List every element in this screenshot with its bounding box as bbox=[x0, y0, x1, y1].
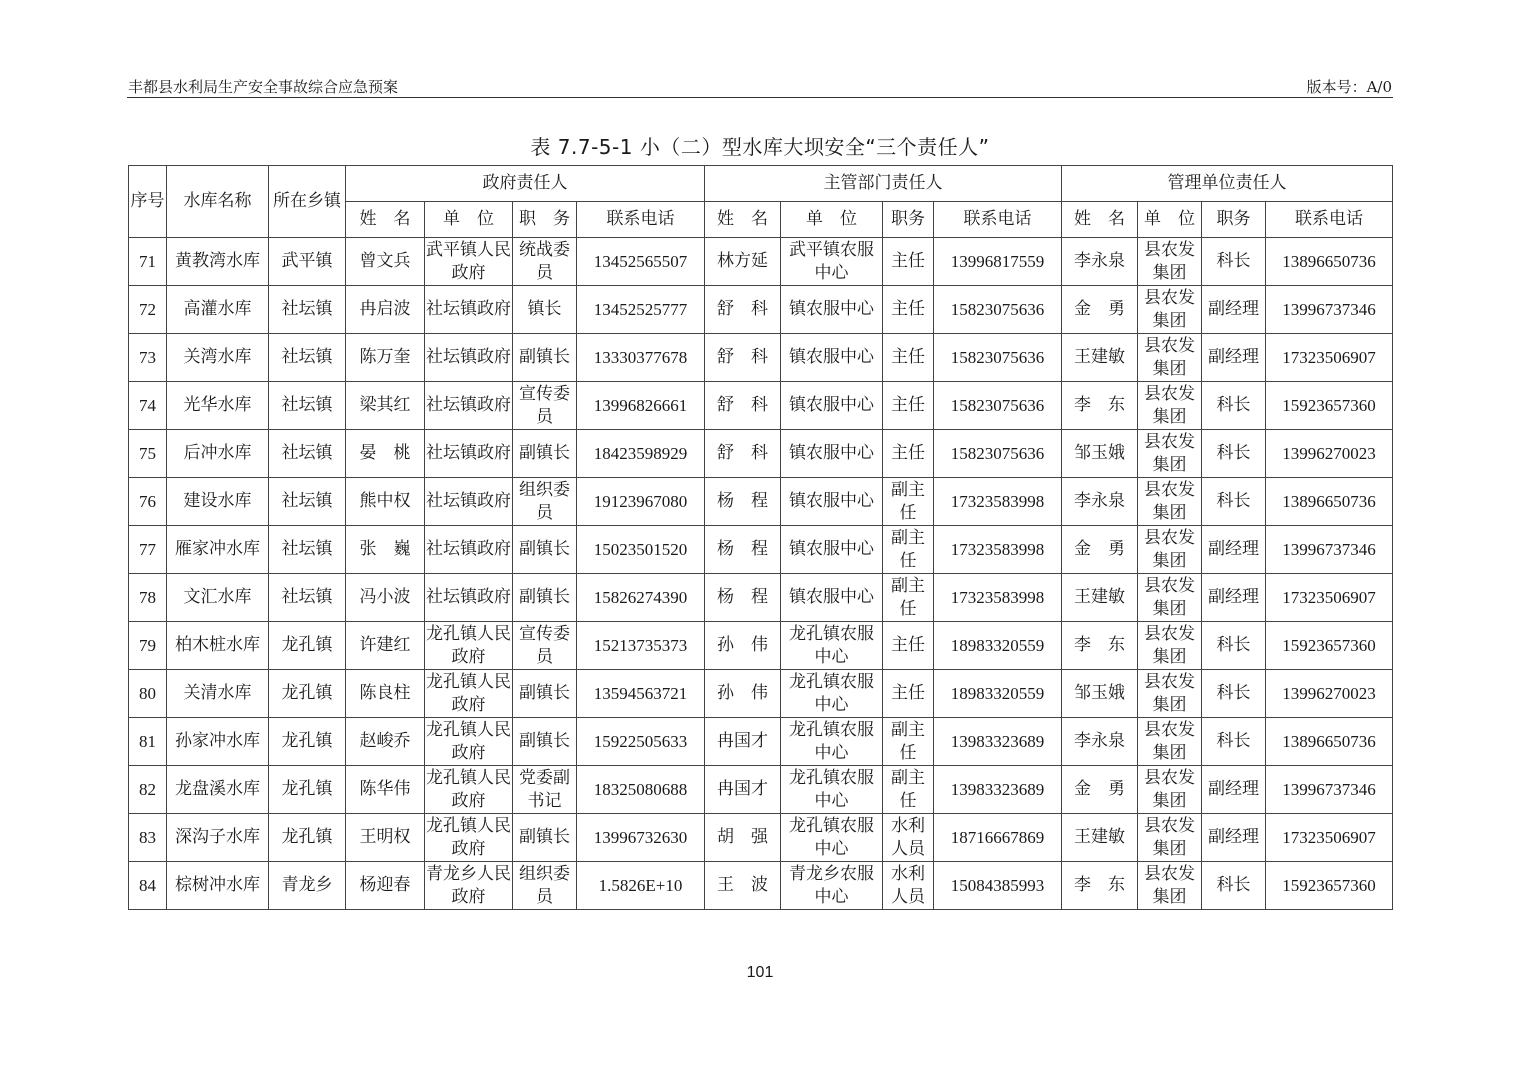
cell-dept-unit: 镇农服中心 bbox=[781, 334, 883, 382]
cell-dept-name: 冉国才 bbox=[705, 766, 781, 814]
cell-gov-name: 许建红 bbox=[346, 622, 425, 670]
cell-dept-name: 舒 科 bbox=[705, 286, 781, 334]
cell-no: 84 bbox=[129, 862, 167, 910]
cell-reservoir: 建设水库 bbox=[167, 478, 269, 526]
table-row bbox=[129, 334, 1393, 382]
cell-gov-phone: 13330377678 bbox=[577, 334, 705, 382]
cell-gov-unit: 社坛镇政府 bbox=[425, 526, 513, 574]
cell-gov-phone: 15213735373 bbox=[577, 622, 705, 670]
header-seq: 序号 bbox=[129, 166, 167, 238]
cell-town: 龙孔镇 bbox=[269, 622, 346, 670]
header-gov-group: 政府责任人 bbox=[346, 166, 705, 202]
cell-mgmt-position: 副经理 bbox=[1202, 526, 1266, 574]
responsibility-table bbox=[128, 165, 1393, 910]
cell-gov-name: 曾文兵 bbox=[346, 238, 425, 286]
cell-town: 社坛镇 bbox=[269, 382, 346, 430]
cell-mgmt-phone: 17323506907 bbox=[1266, 574, 1393, 622]
cell-dept-name: 胡 强 bbox=[705, 814, 781, 862]
cell-reservoir: 关清水库 bbox=[167, 670, 269, 718]
cell-dept-unit: 镇农服中心 bbox=[781, 382, 883, 430]
cell-town: 龙孔镇 bbox=[269, 766, 346, 814]
cell-dept-unit: 镇农服中心 bbox=[781, 574, 883, 622]
cell-gov-unit: 社坛镇政府 bbox=[425, 430, 513, 478]
cell-gov-phone: 1.5826E+10 bbox=[577, 862, 705, 910]
cell-no: 75 bbox=[129, 430, 167, 478]
cell-mgmt-unit: 县农发集团 bbox=[1138, 286, 1202, 334]
table-row bbox=[129, 862, 1393, 910]
cell-mgmt-position: 科长 bbox=[1202, 478, 1266, 526]
cell-mgmt-unit: 县农发集团 bbox=[1138, 622, 1202, 670]
cell-mgmt-phone: 13996737346 bbox=[1266, 286, 1393, 334]
cell-mgmt-name: 李 东 bbox=[1062, 382, 1138, 430]
cell-gov-position: 统战委员 bbox=[513, 238, 577, 286]
cell-town: 青龙乡 bbox=[269, 862, 346, 910]
cell-no: 76 bbox=[129, 478, 167, 526]
cell-dept-name: 孙 伟 bbox=[705, 622, 781, 670]
cell-gov-position: 组织委员 bbox=[513, 862, 577, 910]
cell-mgmt-unit: 县农发集团 bbox=[1138, 334, 1202, 382]
cell-mgmt-name: 金 勇 bbox=[1062, 526, 1138, 574]
cell-gov-name: 陈万奎 bbox=[346, 334, 425, 382]
table-row bbox=[129, 814, 1393, 862]
cell-dept-phone: 15084385993 bbox=[934, 862, 1062, 910]
cell-mgmt-name: 王建敏 bbox=[1062, 334, 1138, 382]
cell-mgmt-position: 科长 bbox=[1202, 718, 1266, 766]
cell-gov-unit: 龙孔镇人民政府 bbox=[425, 766, 513, 814]
cell-gov-name: 陈良柱 bbox=[346, 670, 425, 718]
cell-reservoir: 雁家冲水库 bbox=[167, 526, 269, 574]
cell-gov-unit: 龙孔镇人民政府 bbox=[425, 622, 513, 670]
cell-gov-phone: 18423598929 bbox=[577, 430, 705, 478]
cell-mgmt-position: 科长 bbox=[1202, 238, 1266, 286]
cell-gov-position: 副镇长 bbox=[513, 814, 577, 862]
cell-mgmt-unit: 县农发集团 bbox=[1138, 766, 1202, 814]
table-title: 表 7.7-5-1 小（二）型水库大坝安全“三个责任人” bbox=[530, 135, 990, 159]
cell-gov-position: 副镇长 bbox=[513, 574, 577, 622]
cell-town: 社坛镇 bbox=[269, 334, 346, 382]
table-row bbox=[129, 382, 1393, 430]
cell-dept-unit: 武平镇农服中心 bbox=[781, 238, 883, 286]
header-reservoir: 水库名称 bbox=[167, 166, 269, 238]
cell-mgmt-phone: 13896650736 bbox=[1266, 238, 1393, 286]
cell-no: 77 bbox=[129, 526, 167, 574]
table-row bbox=[129, 478, 1393, 526]
header-gov-unit: 单 位 bbox=[425, 202, 513, 238]
cell-mgmt-name: 李永泉 bbox=[1062, 718, 1138, 766]
cell-dept-unit: 龙孔镇农服中心 bbox=[781, 622, 883, 670]
cell-dept-name: 林方延 bbox=[705, 238, 781, 286]
cell-mgmt-unit: 县农发集团 bbox=[1138, 862, 1202, 910]
cell-no: 81 bbox=[129, 718, 167, 766]
cell-gov-position: 副镇长 bbox=[513, 526, 577, 574]
header-mgmt-position: 职务 bbox=[1202, 202, 1266, 238]
cell-gov-name: 熊中权 bbox=[346, 478, 425, 526]
cell-no: 78 bbox=[129, 574, 167, 622]
cell-dept-name: 舒 科 bbox=[705, 430, 781, 478]
cell-dept-position: 主任 bbox=[883, 238, 934, 286]
cell-no: 79 bbox=[129, 622, 167, 670]
cell-reservoir: 黄教湾水库 bbox=[167, 238, 269, 286]
cell-gov-name: 张 巍 bbox=[346, 526, 425, 574]
cell-dept-name: 杨 程 bbox=[705, 574, 781, 622]
cell-mgmt-name: 邹玉娥 bbox=[1062, 670, 1138, 718]
cell-town: 社坛镇 bbox=[269, 574, 346, 622]
cell-dept-phone: 17323583998 bbox=[934, 574, 1062, 622]
cell-gov-position: 副镇长 bbox=[513, 670, 577, 718]
cell-gov-phone: 13452565507 bbox=[577, 238, 705, 286]
cell-mgmt-name: 李永泉 bbox=[1062, 238, 1138, 286]
cell-reservoir: 棕树冲水库 bbox=[167, 862, 269, 910]
cell-gov-phone: 13452525777 bbox=[577, 286, 705, 334]
cell-mgmt-phone: 13896650736 bbox=[1266, 478, 1393, 526]
cell-gov-phone: 19123967080 bbox=[577, 478, 705, 526]
cell-dept-position: 主任 bbox=[883, 382, 934, 430]
cell-gov-unit: 社坛镇政府 bbox=[425, 478, 513, 526]
cell-gov-name: 冉启波 bbox=[346, 286, 425, 334]
cell-gov-name: 晏 桃 bbox=[346, 430, 425, 478]
cell-town: 龙孔镇 bbox=[269, 814, 346, 862]
cell-mgmt-position: 科长 bbox=[1202, 430, 1266, 478]
page-number: 101 bbox=[746, 964, 774, 981]
header-gov-position: 职 务 bbox=[513, 202, 577, 238]
cell-mgmt-unit: 县农发集团 bbox=[1138, 382, 1202, 430]
cell-mgmt-phone: 13996737346 bbox=[1266, 766, 1393, 814]
cell-reservoir: 龙盘溪水库 bbox=[167, 766, 269, 814]
cell-town: 社坛镇 bbox=[269, 286, 346, 334]
cell-dept-phone: 17323583998 bbox=[934, 478, 1062, 526]
cell-mgmt-position: 副经理 bbox=[1202, 814, 1266, 862]
cell-no: 71 bbox=[129, 238, 167, 286]
cell-dept-position: 水利人员 bbox=[883, 814, 934, 862]
cell-dept-name: 王 波 bbox=[705, 862, 781, 910]
cell-mgmt-name: 金 勇 bbox=[1062, 286, 1138, 334]
cell-dept-unit: 龙孔镇农服中心 bbox=[781, 814, 883, 862]
cell-mgmt-position: 科长 bbox=[1202, 622, 1266, 670]
cell-dept-phone: 18983320559 bbox=[934, 670, 1062, 718]
cell-dept-unit: 龙孔镇农服中心 bbox=[781, 718, 883, 766]
cell-gov-position: 副镇长 bbox=[513, 718, 577, 766]
cell-dept-unit: 镇农服中心 bbox=[781, 430, 883, 478]
cell-gov-name: 陈华伟 bbox=[346, 766, 425, 814]
cell-town: 社坛镇 bbox=[269, 526, 346, 574]
cell-no: 83 bbox=[129, 814, 167, 862]
cell-reservoir: 关湾水库 bbox=[167, 334, 269, 382]
cell-mgmt-unit: 县农发集团 bbox=[1138, 814, 1202, 862]
cell-reservoir: 高灌水库 bbox=[167, 286, 269, 334]
cell-dept-phone: 17323583998 bbox=[934, 526, 1062, 574]
cell-gov-position: 副镇长 bbox=[513, 334, 577, 382]
cell-reservoir: 柏木桩水库 bbox=[167, 622, 269, 670]
cell-mgmt-unit: 县农发集团 bbox=[1138, 478, 1202, 526]
cell-gov-phone: 18325080688 bbox=[577, 766, 705, 814]
cell-reservoir: 文汇水库 bbox=[167, 574, 269, 622]
cell-mgmt-position: 科长 bbox=[1202, 382, 1266, 430]
cell-mgmt-phone: 13996270023 bbox=[1266, 430, 1393, 478]
header-dept-phone: 联系电话 bbox=[934, 202, 1062, 238]
cell-gov-unit: 武平镇人民政府 bbox=[425, 238, 513, 286]
cell-mgmt-unit: 县农发集团 bbox=[1138, 430, 1202, 478]
cell-dept-position: 主任 bbox=[883, 286, 934, 334]
cell-gov-name: 冯小波 bbox=[346, 574, 425, 622]
cell-gov-phone: 15826274390 bbox=[577, 574, 705, 622]
cell-dept-phone: 13996817559 bbox=[934, 238, 1062, 286]
cell-mgmt-position: 科长 bbox=[1202, 670, 1266, 718]
header-gov-name: 姓 名 bbox=[346, 202, 425, 238]
cell-dept-phone: 15823075636 bbox=[934, 334, 1062, 382]
cell-dept-unit: 镇农服中心 bbox=[781, 526, 883, 574]
cell-gov-unit: 龙孔镇人民政府 bbox=[425, 670, 513, 718]
cell-gov-phone: 15023501520 bbox=[577, 526, 705, 574]
cell-gov-position: 党委副书记 bbox=[513, 766, 577, 814]
cell-mgmt-name: 李 东 bbox=[1062, 862, 1138, 910]
cell-gov-name: 杨迎春 bbox=[346, 862, 425, 910]
cell-dept-position: 副主任 bbox=[883, 766, 934, 814]
cell-mgmt-position: 副经理 bbox=[1202, 766, 1266, 814]
cell-town: 武平镇 bbox=[269, 238, 346, 286]
cell-dept-phone: 15823075636 bbox=[934, 430, 1062, 478]
cell-dept-position: 副主任 bbox=[883, 574, 934, 622]
cell-gov-phone: 13996826661 bbox=[577, 382, 705, 430]
cell-gov-position: 副镇长 bbox=[513, 430, 577, 478]
cell-mgmt-position: 副经理 bbox=[1202, 286, 1266, 334]
cell-dept-unit: 龙孔镇农服中心 bbox=[781, 766, 883, 814]
cell-gov-phone: 13996732630 bbox=[577, 814, 705, 862]
cell-mgmt-unit: 县农发集团 bbox=[1138, 238, 1202, 286]
table-row bbox=[129, 430, 1393, 478]
cell-dept-phone: 15823075636 bbox=[934, 286, 1062, 334]
cell-town: 龙孔镇 bbox=[269, 670, 346, 718]
cell-dept-name: 杨 程 bbox=[705, 526, 781, 574]
cell-mgmt-phone: 15923657360 bbox=[1266, 862, 1393, 910]
cell-gov-position: 组织委员 bbox=[513, 478, 577, 526]
version-label: 版本号：A/0 bbox=[1306, 78, 1392, 96]
cell-dept-unit: 青龙乡农服中心 bbox=[781, 862, 883, 910]
cell-dept-name: 孙 伟 bbox=[705, 670, 781, 718]
cell-gov-position: 宣传委员 bbox=[513, 622, 577, 670]
cell-no: 80 bbox=[129, 670, 167, 718]
cell-mgmt-unit: 县农发集团 bbox=[1138, 574, 1202, 622]
cell-gov-unit: 社坛镇政府 bbox=[425, 382, 513, 430]
cell-dept-name: 舒 科 bbox=[705, 334, 781, 382]
cell-gov-unit: 青龙乡人民政府 bbox=[425, 862, 513, 910]
cell-mgmt-phone: 15923657360 bbox=[1266, 382, 1393, 430]
cell-dept-position: 水利人员 bbox=[883, 862, 934, 910]
cell-mgmt-position: 副经理 bbox=[1202, 334, 1266, 382]
cell-mgmt-name: 李 东 bbox=[1062, 622, 1138, 670]
cell-gov-unit: 龙孔镇人民政府 bbox=[425, 814, 513, 862]
cell-dept-phone: 18983320559 bbox=[934, 622, 1062, 670]
table-row bbox=[129, 286, 1393, 334]
cell-mgmt-unit: 县农发集团 bbox=[1138, 718, 1202, 766]
table-row bbox=[129, 574, 1393, 622]
header-dept-group: 主管部门责任人 bbox=[705, 166, 1062, 202]
cell-dept-position: 副主任 bbox=[883, 526, 934, 574]
cell-town: 社坛镇 bbox=[269, 478, 346, 526]
cell-mgmt-phone: 17323506907 bbox=[1266, 334, 1393, 382]
cell-mgmt-name: 金 勇 bbox=[1062, 766, 1138, 814]
cell-gov-phone: 13594563721 bbox=[577, 670, 705, 718]
cell-gov-unit: 龙孔镇人民政府 bbox=[425, 718, 513, 766]
cell-gov-name: 梁其红 bbox=[346, 382, 425, 430]
cell-dept-position: 副主任 bbox=[883, 478, 934, 526]
cell-reservoir: 后冲水库 bbox=[167, 430, 269, 478]
cell-mgmt-phone: 17323506907 bbox=[1266, 814, 1393, 862]
cell-mgmt-phone: 13896650736 bbox=[1266, 718, 1393, 766]
header-divider bbox=[127, 97, 1393, 98]
cell-dept-phone: 13983323689 bbox=[934, 766, 1062, 814]
header-dept-name: 姓 名 bbox=[705, 202, 781, 238]
cell-mgmt-name: 王建敏 bbox=[1062, 814, 1138, 862]
header-gov-phone: 联系电话 bbox=[577, 202, 705, 238]
table-row bbox=[129, 670, 1393, 718]
cell-mgmt-phone: 13996270023 bbox=[1266, 670, 1393, 718]
cell-mgmt-unit: 县农发集团 bbox=[1138, 670, 1202, 718]
cell-mgmt-name: 王建敏 bbox=[1062, 574, 1138, 622]
cell-reservoir: 深沟子水库 bbox=[167, 814, 269, 862]
header-dept-unit: 单 位 bbox=[781, 202, 883, 238]
cell-no: 82 bbox=[129, 766, 167, 814]
header-town: 所在乡镇 bbox=[269, 166, 346, 238]
cell-dept-position: 主任 bbox=[883, 622, 934, 670]
cell-dept-position: 副主任 bbox=[883, 718, 934, 766]
table-row bbox=[129, 718, 1393, 766]
cell-gov-position: 宣传委员 bbox=[513, 382, 577, 430]
cell-gov-phone: 15922505633 bbox=[577, 718, 705, 766]
cell-dept-unit: 龙孔镇农服中心 bbox=[781, 670, 883, 718]
cell-dept-position: 主任 bbox=[883, 334, 934, 382]
cell-gov-unit: 社坛镇政府 bbox=[425, 574, 513, 622]
header-mgmt-unit: 单 位 bbox=[1138, 202, 1202, 238]
table-row bbox=[129, 238, 1393, 286]
cell-dept-name: 冉国才 bbox=[705, 718, 781, 766]
table-row bbox=[129, 766, 1393, 814]
cell-dept-name: 杨 程 bbox=[705, 478, 781, 526]
table-row bbox=[129, 622, 1393, 670]
cell-dept-unit: 镇农服中心 bbox=[781, 478, 883, 526]
header-dept-position: 职务 bbox=[883, 202, 934, 238]
cell-dept-name: 舒 科 bbox=[705, 382, 781, 430]
header-mgmt-name: 姓 名 bbox=[1062, 202, 1138, 238]
cell-gov-unit: 社坛镇政府 bbox=[425, 286, 513, 334]
cell-mgmt-phone: 15923657360 bbox=[1266, 622, 1393, 670]
cell-reservoir: 孙家冲水库 bbox=[167, 718, 269, 766]
cell-no: 73 bbox=[129, 334, 167, 382]
cell-gov-position: 镇长 bbox=[513, 286, 577, 334]
cell-dept-unit: 镇农服中心 bbox=[781, 286, 883, 334]
cell-no: 72 bbox=[129, 286, 167, 334]
cell-dept-position: 主任 bbox=[883, 430, 934, 478]
cell-no: 74 bbox=[129, 382, 167, 430]
cell-mgmt-phone: 13996737346 bbox=[1266, 526, 1393, 574]
cell-mgmt-name: 李永泉 bbox=[1062, 478, 1138, 526]
cell-gov-name: 王明权 bbox=[346, 814, 425, 862]
cell-dept-phone: 18716667869 bbox=[934, 814, 1062, 862]
header-mgmt-phone: 联系电话 bbox=[1266, 202, 1393, 238]
cell-dept-phone: 13983323689 bbox=[934, 718, 1062, 766]
cell-mgmt-unit: 县农发集团 bbox=[1138, 526, 1202, 574]
cell-dept-phone: 15823075636 bbox=[934, 382, 1062, 430]
cell-mgmt-position: 科长 bbox=[1202, 862, 1266, 910]
document-title: 丰都县水利局生产安全事故综合应急预案 bbox=[128, 78, 399, 96]
cell-gov-name: 赵峻乔 bbox=[346, 718, 425, 766]
cell-town: 社坛镇 bbox=[269, 430, 346, 478]
cell-reservoir: 光华水库 bbox=[167, 382, 269, 430]
cell-mgmt-name: 邹玉娥 bbox=[1062, 430, 1138, 478]
cell-gov-unit: 社坛镇政府 bbox=[425, 334, 513, 382]
cell-mgmt-position: 副经理 bbox=[1202, 574, 1266, 622]
header-mgmt-group: 管理单位责任人 bbox=[1062, 166, 1393, 202]
cell-dept-position: 主任 bbox=[883, 670, 934, 718]
cell-town: 龙孔镇 bbox=[269, 718, 346, 766]
table-row bbox=[129, 526, 1393, 574]
